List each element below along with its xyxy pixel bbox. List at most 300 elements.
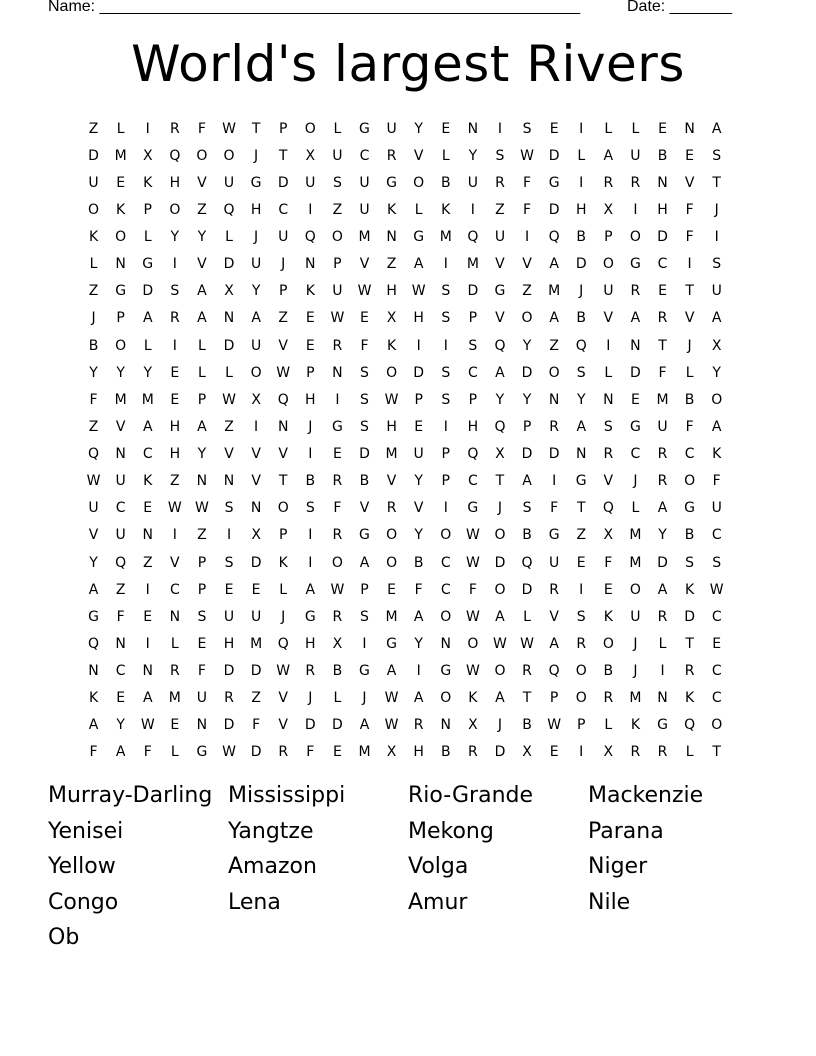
grid-letter: D bbox=[88, 147, 99, 164]
grid-letter: R bbox=[467, 744, 478, 761]
grid-letter: Y bbox=[414, 120, 423, 137]
word-list-item: Lena bbox=[228, 889, 281, 915]
grid-letter: J bbox=[362, 690, 367, 707]
grid-letter: E bbox=[143, 500, 153, 517]
grid-letter: E bbox=[549, 120, 559, 137]
grid-letter: V bbox=[413, 500, 424, 517]
grid-letter: U bbox=[332, 147, 343, 164]
grid-letter: F bbox=[468, 581, 477, 598]
grid-letter: U bbox=[223, 174, 235, 191]
word-list-item: Congo bbox=[48, 889, 119, 915]
grid-letter: E bbox=[712, 635, 722, 652]
grid-letter: Q bbox=[277, 391, 289, 408]
grid-letter: X bbox=[603, 527, 614, 544]
grid-letter: K bbox=[441, 201, 451, 218]
grid-letter: M bbox=[385, 608, 398, 625]
grid-letter: A bbox=[197, 310, 207, 327]
grid-letter: L bbox=[143, 229, 152, 246]
grid-letter: J bbox=[281, 608, 286, 625]
grid-letter: Q bbox=[467, 446, 479, 463]
grid-letter: D bbox=[223, 337, 235, 354]
grid-letter: D bbox=[494, 554, 506, 571]
grid-letter: Z bbox=[495, 201, 505, 218]
grid-letter: U bbox=[603, 283, 614, 300]
grid-letter: R bbox=[332, 337, 343, 354]
grid-letter: J bbox=[497, 500, 503, 517]
grid-letter: M bbox=[358, 744, 371, 761]
grid-letter: N bbox=[196, 473, 208, 490]
grid-letter: E bbox=[197, 635, 207, 652]
grid-letter: N bbox=[250, 500, 262, 517]
grid-letter: E bbox=[360, 310, 369, 327]
grid-letter: B bbox=[440, 174, 451, 191]
grid-letter: W bbox=[276, 364, 291, 381]
grid-letter: R bbox=[495, 174, 505, 191]
grid-letter: E bbox=[332, 446, 342, 463]
grid-letter: G bbox=[494, 283, 506, 300]
grid-letter: H bbox=[169, 418, 181, 435]
grid-letter: S bbox=[441, 310, 451, 327]
grid-letter: C bbox=[711, 690, 722, 707]
grid-letter: J bbox=[714, 201, 719, 218]
grid-letter: M bbox=[250, 635, 263, 652]
grid-letter: A bbox=[88, 717, 99, 734]
grid-letter: Y bbox=[576, 391, 586, 408]
grid-letter: N bbox=[115, 446, 126, 463]
grid-letter: E bbox=[251, 581, 261, 598]
grid-letter: O bbox=[575, 690, 587, 707]
grid-letter: C bbox=[711, 663, 722, 680]
grid-letter: L bbox=[170, 744, 179, 761]
grid-letter: Y bbox=[143, 364, 153, 381]
grid-letter: X bbox=[332, 635, 343, 652]
grid-letter: L bbox=[685, 744, 694, 761]
grid-letter: J bbox=[633, 473, 638, 490]
grid-letter: W bbox=[465, 663, 480, 680]
grid-letter: Q bbox=[88, 446, 100, 463]
grid-letter: O bbox=[629, 581, 641, 598]
grid-letter: C bbox=[440, 581, 451, 598]
grid-letter: G bbox=[304, 608, 316, 625]
grid-letter: T bbox=[658, 337, 667, 354]
grid-letter: H bbox=[386, 418, 397, 435]
grid-letter: V bbox=[278, 446, 288, 463]
grid-letter: F bbox=[414, 581, 423, 598]
grid-letter: V bbox=[386, 473, 397, 490]
grid-letter: F bbox=[197, 663, 206, 680]
grid-letter: R bbox=[332, 527, 343, 544]
grid-letter: A bbox=[142, 310, 153, 327]
grid-letter: K bbox=[116, 201, 126, 218]
grid-letter: O bbox=[575, 663, 587, 680]
grid-letter: Y bbox=[116, 364, 125, 381]
grid-letter: R bbox=[549, 581, 559, 598]
grid-letter: V bbox=[495, 310, 505, 327]
grid-letter: M bbox=[629, 554, 642, 571]
grid-letter: F bbox=[685, 229, 694, 246]
grid-letter: G bbox=[331, 418, 343, 435]
grid-letter: N bbox=[657, 690, 668, 707]
grid-letter: H bbox=[467, 418, 479, 435]
grid-letter: D bbox=[413, 364, 425, 381]
grid-letter: N bbox=[88, 663, 99, 680]
grid-letter: F bbox=[550, 500, 559, 517]
grid-letter: E bbox=[332, 744, 342, 761]
grid-letter: L bbox=[658, 635, 667, 652]
grid-letter: N bbox=[277, 418, 289, 435]
grid-letter: V bbox=[603, 310, 614, 327]
grid-letter: D bbox=[521, 364, 533, 381]
grid-letter: F bbox=[197, 120, 206, 137]
grid-letter: S bbox=[576, 608, 586, 625]
grid-letter: I bbox=[579, 174, 584, 191]
grid-letter: J bbox=[254, 147, 259, 164]
grid-letter: R bbox=[522, 663, 532, 680]
grid-letter: I bbox=[362, 635, 367, 652]
grid-letter: Y bbox=[89, 554, 98, 571]
grid-letter: C bbox=[711, 527, 722, 544]
grid-letter: Q bbox=[169, 147, 181, 164]
grid-letter: E bbox=[414, 418, 424, 435]
grid-letter: Q bbox=[494, 337, 506, 354]
grid-letter: G bbox=[413, 229, 425, 246]
grid-letter: C bbox=[115, 663, 126, 680]
grid-letter: R bbox=[169, 663, 180, 680]
grid-letter: L bbox=[116, 120, 125, 137]
grid-letter: R bbox=[169, 310, 180, 327]
grid-letter: R bbox=[305, 663, 316, 680]
grid-letter: O bbox=[684, 473, 696, 490]
grid-letter: S bbox=[224, 500, 234, 517]
grid-letter: F bbox=[252, 717, 261, 734]
grid-letter: Q bbox=[684, 717, 696, 734]
grid-letter: N bbox=[169, 608, 181, 625]
grid-letter: H bbox=[657, 201, 668, 218]
grid-letter: O bbox=[277, 500, 289, 517]
grid-letter: O bbox=[494, 663, 506, 680]
grid-letter: Z bbox=[88, 120, 99, 137]
grid-letter: T bbox=[685, 635, 694, 652]
grid-letter: I bbox=[172, 337, 177, 354]
grid-letter: A bbox=[413, 256, 424, 273]
grid-letter: I bbox=[687, 256, 692, 273]
grid-letter: N bbox=[115, 635, 126, 652]
grid-letter: G bbox=[359, 527, 370, 544]
grid-letter: S bbox=[522, 500, 532, 517]
grid-letter: S bbox=[305, 500, 315, 517]
grid-letter: I bbox=[524, 229, 530, 246]
word-list-item: Parana bbox=[588, 818, 664, 844]
header-line bbox=[48, 0, 732, 16]
grid-letter: S bbox=[712, 256, 722, 273]
grid-letter: W bbox=[195, 500, 209, 517]
grid-letter: E bbox=[305, 310, 315, 327]
grid-letter: S bbox=[495, 147, 505, 164]
grid-letter: O bbox=[88, 201, 100, 218]
grid-letter: Z bbox=[549, 337, 559, 354]
grid-letter: D bbox=[521, 581, 533, 598]
grid-letter: F bbox=[658, 364, 667, 381]
grid-letter: R bbox=[603, 690, 614, 707]
grid-letter: A bbox=[711, 418, 722, 435]
grid-letter: Y bbox=[170, 229, 180, 246]
grid-letter: A bbox=[549, 310, 559, 327]
grid-letter: L bbox=[631, 500, 640, 517]
grid-letter: X bbox=[603, 744, 614, 761]
grid-letter: B bbox=[332, 663, 343, 680]
grid-letter: I bbox=[308, 446, 313, 463]
word-list-item: Rio-Grande bbox=[408, 783, 534, 808]
grid-letter: S bbox=[603, 418, 613, 435]
grid-letter: S bbox=[360, 364, 369, 381]
grid-letter: Q bbox=[602, 500, 614, 517]
grid-letter: K bbox=[603, 608, 613, 625]
grid-letter: D bbox=[223, 256, 235, 273]
grid-letter: N bbox=[115, 256, 126, 273]
grid-letter: U bbox=[332, 283, 343, 300]
grid-letter: A bbox=[305, 581, 316, 598]
grid-letter: F bbox=[89, 391, 98, 408]
grid-letter: L bbox=[170, 635, 179, 652]
grid-letter: A bbox=[413, 690, 424, 707]
grid-letter: B bbox=[684, 527, 695, 544]
grid-letter: S bbox=[332, 174, 342, 191]
grid-letter: D bbox=[521, 446, 533, 463]
grid-letter: P bbox=[278, 283, 288, 300]
grid-letter: I bbox=[254, 418, 259, 435]
grid-letter: L bbox=[225, 364, 233, 381]
grid-letter: D bbox=[467, 283, 479, 300]
grid-letter: K bbox=[143, 174, 153, 191]
grid-letter: T bbox=[685, 283, 694, 300]
grid-letter: Y bbox=[522, 391, 532, 408]
grid-letter: M bbox=[168, 690, 181, 707]
grid-letter: O bbox=[250, 364, 262, 381]
word-list-item: Murray-Darling bbox=[48, 783, 213, 808]
grid-letter: U bbox=[88, 174, 99, 191]
grid-letter: P bbox=[468, 391, 478, 408]
grid-letter: G bbox=[548, 174, 560, 191]
grid-letter: O bbox=[440, 608, 452, 625]
word-list-item: Volga bbox=[408, 854, 469, 880]
grid-letter: U bbox=[250, 337, 262, 354]
grid-letter: Q bbox=[521, 554, 533, 571]
grid-letter: W bbox=[330, 581, 345, 598]
grid-letter: O bbox=[413, 174, 425, 191]
grid-letter: W bbox=[547, 717, 562, 734]
grid-letter: W bbox=[222, 120, 236, 137]
grid-letter: I bbox=[335, 391, 340, 408]
grid-letter: V bbox=[88, 527, 99, 544]
grid-letter: O bbox=[331, 229, 343, 246]
grid-letter: H bbox=[305, 635, 316, 652]
grid-letter: D bbox=[304, 717, 316, 734]
grid-letter: P bbox=[306, 364, 315, 381]
grid-letter: L bbox=[89, 256, 98, 273]
grid-letter: A bbox=[603, 147, 614, 164]
grid-letter: Z bbox=[142, 554, 153, 571]
grid-letter: S bbox=[712, 554, 722, 571]
grid-letter: R bbox=[386, 147, 397, 164]
grid-letter: Z bbox=[386, 256, 397, 273]
grid-letter: S bbox=[224, 554, 234, 571]
grid-letter: Y bbox=[89, 364, 98, 381]
grid-letter: X bbox=[386, 744, 397, 761]
grid-letter: C bbox=[467, 364, 478, 381]
grid-letter: D bbox=[494, 744, 506, 761]
grid-letter: U bbox=[115, 527, 126, 544]
grid-letter: R bbox=[630, 744, 641, 761]
grid-letter: V bbox=[197, 256, 207, 273]
grid-letter: N bbox=[305, 256, 316, 273]
grid-letter: I bbox=[443, 418, 448, 435]
grid-letter: A bbox=[197, 283, 207, 300]
grid-letter: J bbox=[633, 663, 638, 680]
grid-letter: R bbox=[657, 608, 668, 625]
grid-letter: O bbox=[169, 201, 181, 218]
word-list bbox=[48, 778, 768, 956]
grid-letter: A bbox=[251, 310, 261, 327]
grid-letter: C bbox=[711, 608, 722, 625]
grid-letter: B bbox=[522, 527, 532, 544]
grid-letter: N bbox=[684, 120, 695, 137]
grid-letter: M bbox=[466, 256, 479, 273]
grid-letter: R bbox=[224, 690, 234, 707]
grid-letter: T bbox=[712, 744, 721, 761]
grid-letter: K bbox=[143, 473, 153, 490]
grid-letter: E bbox=[170, 391, 180, 408]
grid-letter: X bbox=[495, 446, 505, 463]
grid-letter: A bbox=[115, 744, 126, 761]
grid-letter: A bbox=[576, 418, 587, 435]
grid-letter: D bbox=[548, 201, 560, 218]
grid-letter: P bbox=[197, 391, 207, 408]
grid-letter: V bbox=[278, 690, 288, 707]
grid-letter: O bbox=[386, 554, 398, 571]
grid-letter: R bbox=[657, 473, 668, 490]
grid-letter: V bbox=[359, 500, 370, 517]
grid-letter: P bbox=[549, 690, 559, 707]
grid-letter: L bbox=[333, 120, 342, 137]
grid-letter: O bbox=[629, 229, 641, 246]
grid-letter: G bbox=[386, 635, 397, 652]
grid-letter: H bbox=[169, 446, 181, 463]
grid-letter: K bbox=[305, 283, 315, 300]
grid-letter: D bbox=[223, 717, 235, 734]
grid-letter: G bbox=[684, 500, 696, 517]
grid-letter: P bbox=[197, 554, 207, 571]
grid-letter: F bbox=[685, 418, 694, 435]
grid-letter: B bbox=[305, 473, 316, 490]
grid-letter: Q bbox=[115, 554, 127, 571]
grid-letter: O bbox=[304, 120, 316, 137]
grid-letter: Z bbox=[251, 690, 261, 707]
grid-letter: I bbox=[308, 527, 313, 544]
grid-letter: A bbox=[386, 663, 397, 680]
grid-letter: F bbox=[523, 174, 532, 191]
grid-letter: Y bbox=[197, 446, 207, 463]
grid-letter: V bbox=[522, 256, 532, 273]
grid-letter: A bbox=[657, 581, 668, 598]
grid-letter: I bbox=[145, 635, 150, 652]
grid-letter: I bbox=[579, 120, 584, 137]
grid-letter: M bbox=[629, 527, 642, 544]
grid-letter: U bbox=[413, 446, 424, 463]
grid-letter: W bbox=[330, 310, 345, 327]
grid-letter: S bbox=[441, 364, 451, 381]
grid-letter: F bbox=[712, 473, 721, 490]
grid-letter: F bbox=[360, 337, 369, 354]
grid-letter: T bbox=[495, 473, 505, 490]
grid-letter: V bbox=[224, 446, 234, 463]
grid-letter: J bbox=[497, 717, 503, 734]
grid-letter: N bbox=[142, 663, 153, 680]
grid-letter: E bbox=[549, 744, 559, 761]
grid-letter: A bbox=[197, 418, 207, 435]
grid-letter: A bbox=[495, 364, 505, 381]
grid-letter: I bbox=[172, 256, 177, 273]
grid-letter: P bbox=[143, 201, 152, 218]
grid-letter: G bbox=[575, 473, 587, 490]
grid-letter: C bbox=[440, 554, 451, 571]
grid-letter: C bbox=[169, 581, 180, 598]
grid-letter: L bbox=[604, 120, 613, 137]
grid-letter: P bbox=[522, 418, 532, 435]
grid-letter: O bbox=[548, 364, 560, 381]
grid-letter: L bbox=[441, 147, 450, 164]
grid-letter: O bbox=[602, 635, 614, 652]
grid-letter: G bbox=[250, 174, 262, 191]
grid-letter: U bbox=[467, 174, 478, 191]
grid-letter: G bbox=[142, 256, 154, 273]
grid-letter: W bbox=[520, 635, 534, 652]
grid-letter: L bbox=[198, 337, 206, 354]
grid-letter: K bbox=[88, 690, 99, 707]
grid-letter: A bbox=[657, 500, 668, 517]
grid-letter: B bbox=[413, 554, 424, 571]
grid-letter: Y bbox=[414, 473, 423, 490]
grid-letter: P bbox=[278, 120, 288, 137]
grid-letter: N bbox=[223, 473, 235, 490]
grid-letter: Y bbox=[658, 527, 667, 544]
grid-letter: U bbox=[386, 120, 397, 137]
grid-letter: S bbox=[576, 364, 586, 381]
grid-letter: M bbox=[385, 446, 398, 463]
grid-letter: A bbox=[413, 608, 424, 625]
grid-letter: X bbox=[522, 744, 532, 761]
grid-letter: Q bbox=[548, 663, 560, 680]
grid-letter: P bbox=[441, 473, 450, 490]
grid-letter: L bbox=[685, 364, 694, 381]
grid-letter: I bbox=[416, 663, 421, 680]
grid-letter: G bbox=[548, 527, 560, 544]
grid-letter: R bbox=[332, 473, 343, 490]
grid-letter: U bbox=[250, 256, 262, 273]
grid-letter: Y bbox=[712, 364, 721, 381]
grid-letter: V bbox=[603, 473, 614, 490]
grid-letter: K bbox=[278, 554, 288, 571]
grid-letter: H bbox=[250, 201, 262, 218]
grid-letter: R bbox=[657, 744, 668, 761]
name-field: Name: ______________________________________________________ bbox=[48, 0, 581, 15]
grid-letter: D bbox=[657, 229, 668, 246]
grid-letter: O bbox=[386, 527, 398, 544]
grid-letter: O bbox=[711, 391, 723, 408]
grid-letter: H bbox=[386, 283, 397, 300]
grid-letter: Z bbox=[197, 201, 207, 218]
grid-letter: Q bbox=[88, 635, 100, 652]
grid-letter: A bbox=[495, 690, 505, 707]
